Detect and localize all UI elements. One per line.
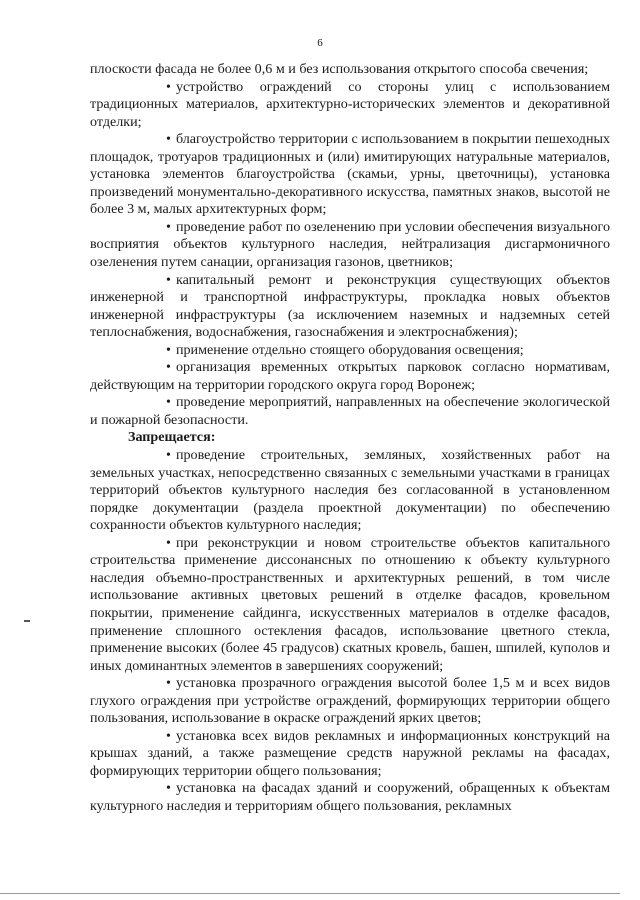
prohibited-item [90,728,610,781]
bullet-icon: • [166,447,171,464]
prohibited-item [90,447,610,535]
allowed-item-text: благоустройство территории с использованием в покрытии пешеходных площадок, тротуаров традиционных и (или) имитирующих натуральные материалов, установка элементов благоустройства (скамьи, урны, цветочницы), установка произведений монументально-декоративного искусства, памятных знаков, высотой не более 3 м, малых архитектурных форм; [90,131,611,218]
page-number: 6 [317,37,323,49]
bullet-icon: • [166,394,171,411]
bullet-icon: • [166,534,171,551]
document-body [90,61,610,816]
prohibited-heading: Запрещается: [128,429,216,446]
prohibited-item-text: установка на фасадах зданий и сооружений, обращенных к объектам культурного наследия и территориям общего пользования, рекламных [90,780,610,814]
scan-mark [24,620,30,622]
allowed-item-text: устройство ограждений со стороны улиц с использованием традиционных материалов, архитектурно-исторических элементов и декоративной отделки; [90,78,610,130]
prohibited-item-text: при реконструкции и новом строительстве объектов капитального строительства применение диссонансных по отношению к объекту культурного наследия объемно-пространственных и архитектурных решений, в том числе использование активных цветовых решений в отделке фасадов, кровельном покрытии, применение сайдинга, искусственных материалов в отделке фасадов, применение сплошного остекления фасадов, использование цветного стекла, применение высоких (более 45 градусов) скатных кровель, башен, шпилей, куполов и иных доминантных элементов в завершениях сооружений; [90,534,610,674]
bullet-icon: • [166,727,171,744]
allowed-item [90,359,610,394]
prohibited-item-text: установка прозрачного ограждения высотой более 1,5 м и всех видов глухого ограждения при устройстве ограждений, формирующих территории общего пользования, использование в окраске ограждений ярких цветов; [90,675,610,727]
prohibited-item [90,675,610,728]
bottom-rule [0,893,620,894]
allowed-item-text: проведение работ по озеленению при условии обеспечения визуального восприятия объектов культурного наследия, нейтрализация дисгармоничного озеленения путем санации, организация газонов, цветников; [90,218,610,271]
bullet-icon: • [166,131,171,148]
prohibited-item-text: установка всех видов рекламных и информационных конструкций на крышах зданий, а также размещение средств наружной рекламы на фасадах, формирующих территории общего пользования; [90,727,610,779]
prohibited-item [90,780,610,815]
allowed-item [90,219,610,272]
bullet-icon: • [166,780,171,797]
allowed-item [90,79,610,132]
allowed-item [90,394,610,429]
allowed-item-text: капитальный ремонт и реконструкция существующих объектов инженерной и транспортной инфраструктуры, прокладка новых объектов инженерной инфраструктуры (за исключением наземных и надземных сетей теплоснабжения, водоснабжения, газоснабжения и электроснабжения); [90,271,610,341]
intro-fragment: плоскости фасада не более 0,6 м и без использования открытого способа свечения; [90,61,589,77]
bullet-icon: • [166,271,171,288]
allowed-item [90,131,610,219]
allowed-item-text: организация временных открытых парковок согласно нормативам, действующим на территории городского округа город Воронеж; [90,359,610,393]
bullet-icon: • [166,675,171,692]
prohibited-item-text: проведение строительных, земляных, хозяйственных работ на земельных участках, непосредственно связанных с земельными участками в границах территорий объектов культурного наследия без согласованной в установленном порядке документации (раздела проектной документации) по обеспечению сохранности объектов культурного наследия; [90,447,610,534]
allowed-item-text: применение отдельно стоящего оборудования освещения; [175,341,524,358]
bullet-icon: • [166,359,171,376]
bullet-icon: • [166,341,171,358]
allowed-item [90,342,610,360]
allowed-item-text: проведение мероприятий, направленных на обеспечение экологической и пожарной безопасности. [90,394,610,428]
prohibited-item [90,535,610,675]
allowed-item [90,272,610,342]
bullet-icon: • [166,218,171,235]
bullet-icon: • [166,78,171,95]
